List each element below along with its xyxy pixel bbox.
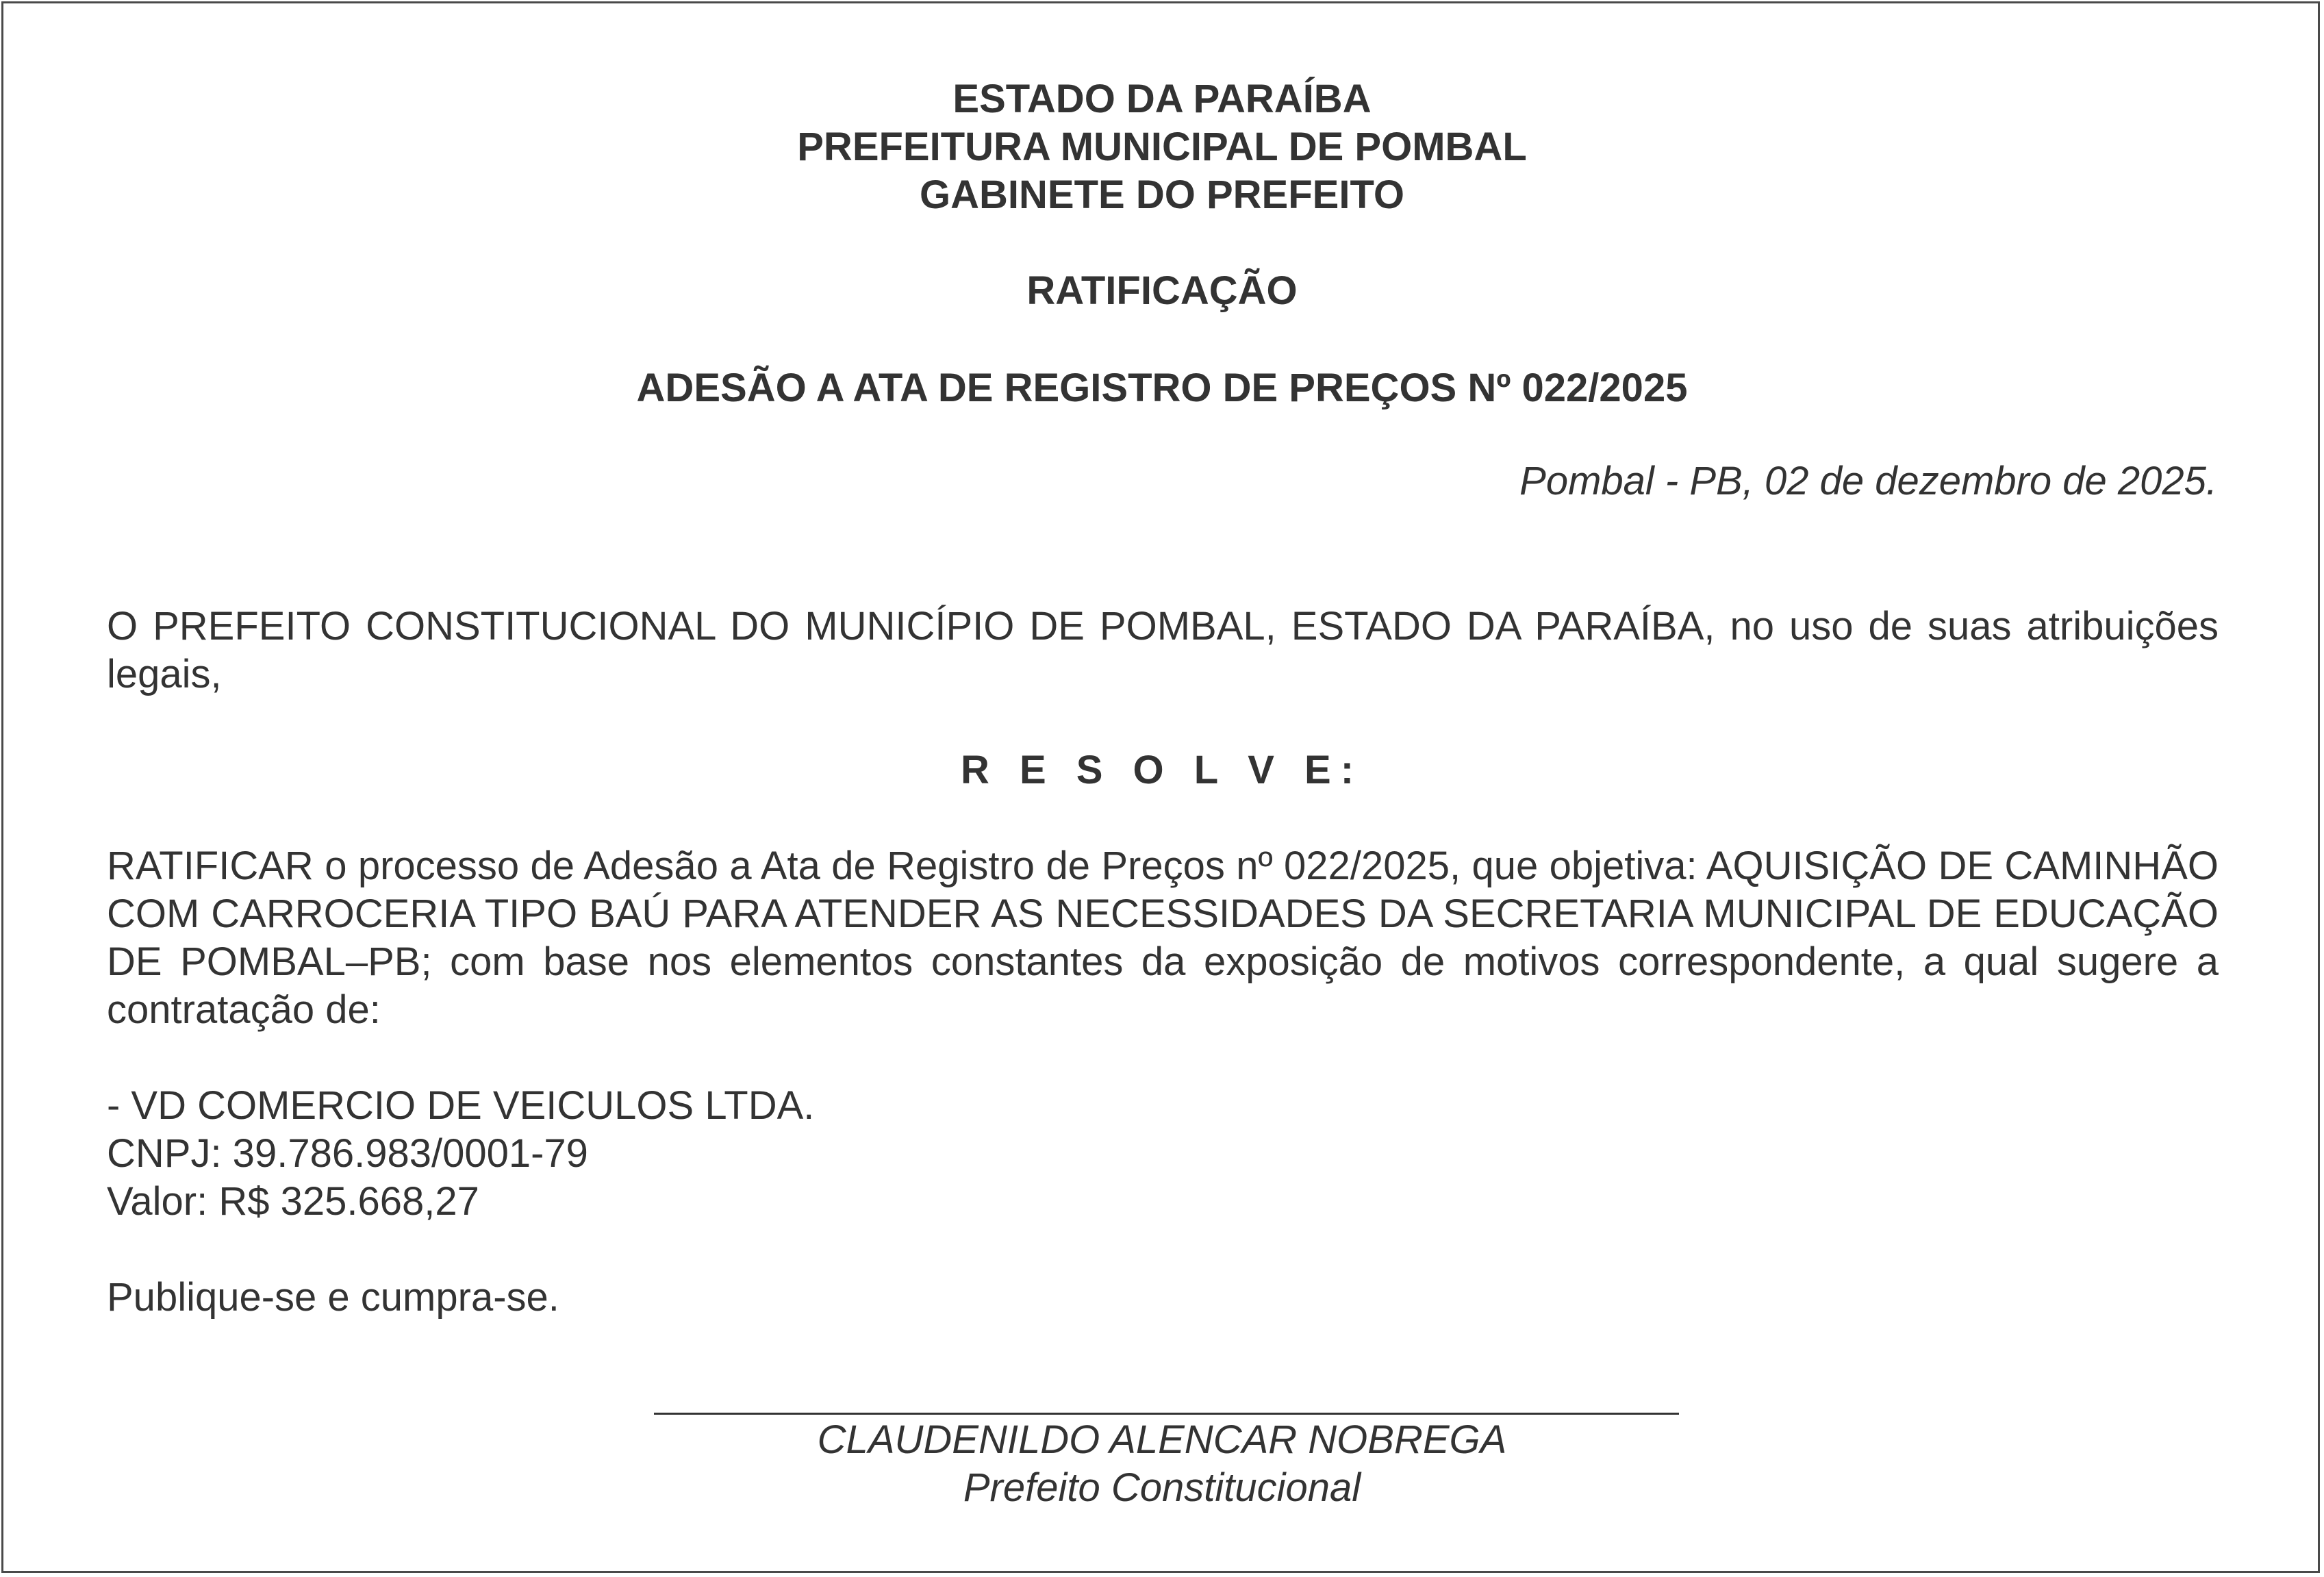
cnpj-line: CNPJ: 39.786.983/0001-79 [107, 1131, 588, 1176]
company-line: - VD COMERCIO DE VEICULOS LTDA. [107, 1083, 815, 1128]
document-title: RATIFICAÇÃO [1026, 268, 1298, 313]
resolve-heading: R E S O L V E: [960, 748, 1364, 792]
date-line: Pombal - PB, 02 de dezembro de 2025. [1519, 459, 2217, 503]
signatory-role: Prefeito Constitucional [963, 1465, 1361, 1510]
state-heading: ESTADO DA PARAÍBA [952, 77, 1372, 121]
prefecture-heading: PREFEITURA MUNICIPAL DE POMBAL [797, 125, 1527, 169]
signatory-name: CLAUDENILDO ALENCAR NOBREGA [817, 1417, 1507, 1462]
ratify-paragraph: RATIFICAR o processo de Adesão a Ata de Registro de Preços nº 022/2025, que objetiva: AQUISIÇÃO DE CAMINHÃO COM CARROCERIA TIPO BAÚ PARA ATENDER AS NECESSIDADES DA SECRETARIA MUNICIPAL DE EDUCAÇÃO DE POMBAL–PB; com base nos elementos constantes da exposição de motivos correspondente, a qual sugere a contratação de: [107, 844, 2219, 1032]
value-line: Valor: R$ 325.668,27 [107, 1179, 479, 1224]
intro-paragraph: O PREFEITO CONSTITUCIONAL DO MUNICÍPIO DE POMBAL, ESTADO DA PARAÍBA, no uso de suas atribuições legais, [107, 604, 2219, 696]
closing-line: Publique-se e cumpra-se. [107, 1275, 559, 1320]
signature-rule [654, 1413, 1679, 1415]
office-heading: GABINETE DO PREFEITO [920, 173, 1404, 217]
document-subtitle: ADESÃO A ATA DE REGISTRO DE PREÇOS Nº 022/2025 [636, 366, 1688, 410]
